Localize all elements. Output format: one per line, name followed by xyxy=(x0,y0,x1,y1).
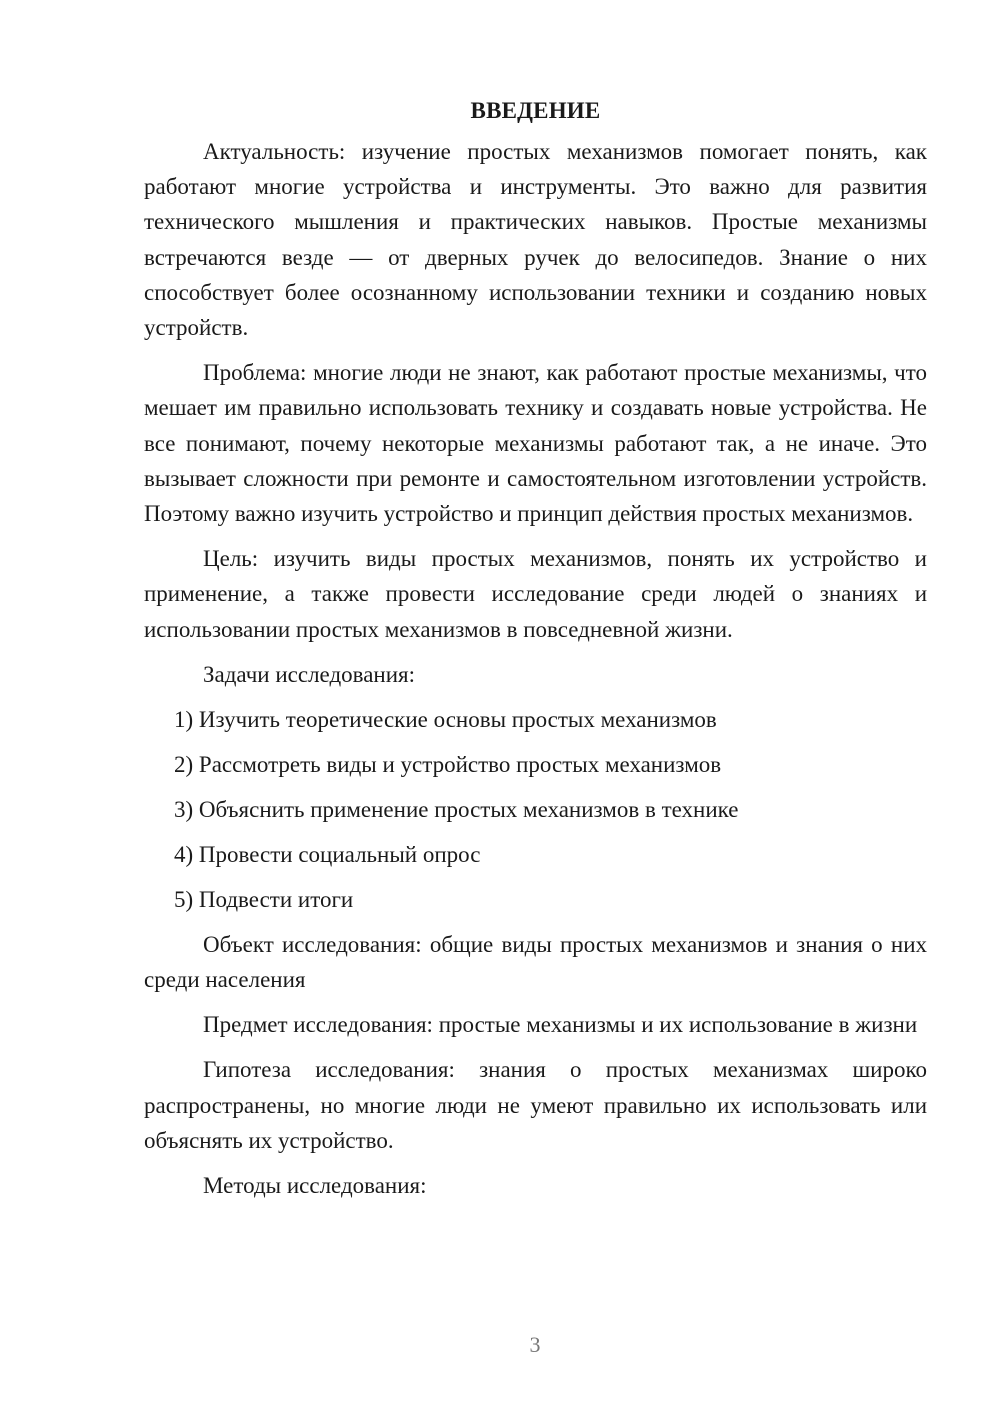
hypothesis-paragraph: Гипотеза исследования: знания о простых механизмах широко распространены, но многие люди не умеют правильно их использовать или объяснять их устройство. xyxy=(144,1057,927,1153)
page-number: 3 xyxy=(529,1332,541,1357)
task-item: 1) Изучить теоретические основы простых механизмов xyxy=(174,706,717,732)
relevance-paragraph: Актуальность: изучение простых механизмов помогает понять, как работают многие устройства и инструменты. Это важно для развития технического мышления и практических навыков. Простые механизмы встречаются везде — от дверных ручек до велосипедов. Знание о них способствует более осознанному использовании техники и созданию новых устройств. xyxy=(144,139,927,341)
task-item: 2) Рассмотреть виды и устройство простых механизмов xyxy=(174,751,722,777)
goal-paragraph: Цель: изучить виды простых механизмов, понять их устройство и применение, а также провести исследование среди людей о знаниях и использовании простых механизмов в повседневной жизни. xyxy=(144,546,927,642)
task-item: 4) Провести социальный опрос xyxy=(174,841,481,867)
section-title: ВВЕДЕНИЕ xyxy=(470,98,601,123)
subject-paragraph: Предмет исследования: простые механизмы и их использование в жизни xyxy=(203,1012,918,1038)
object-paragraph: Объект исследования: общие виды простых механизмов и знания о них среди населения xyxy=(144,931,927,993)
problem-paragraph: Проблема: многие люди не знают, как работают простые механизмы, что мешает им правильно использовать технику и создавать новые устройства. Не все понимают, почему некоторые механизмы работают так, а не иначе. Это вызывает сложности при ремонте и самостоятельном изготовлении устройств. Поэтому важно изучить устройство и принцип действия простых механизмов. xyxy=(144,360,927,527)
tasks-heading: Задачи исследования: xyxy=(203,661,416,687)
task-item: 5) Подвести итоги xyxy=(174,886,354,912)
task-item: 3) Объяснить применение простых механизмов в технике xyxy=(174,796,739,822)
tasks-list xyxy=(144,702,927,917)
methods-heading: Методы исследования: xyxy=(203,1173,427,1199)
